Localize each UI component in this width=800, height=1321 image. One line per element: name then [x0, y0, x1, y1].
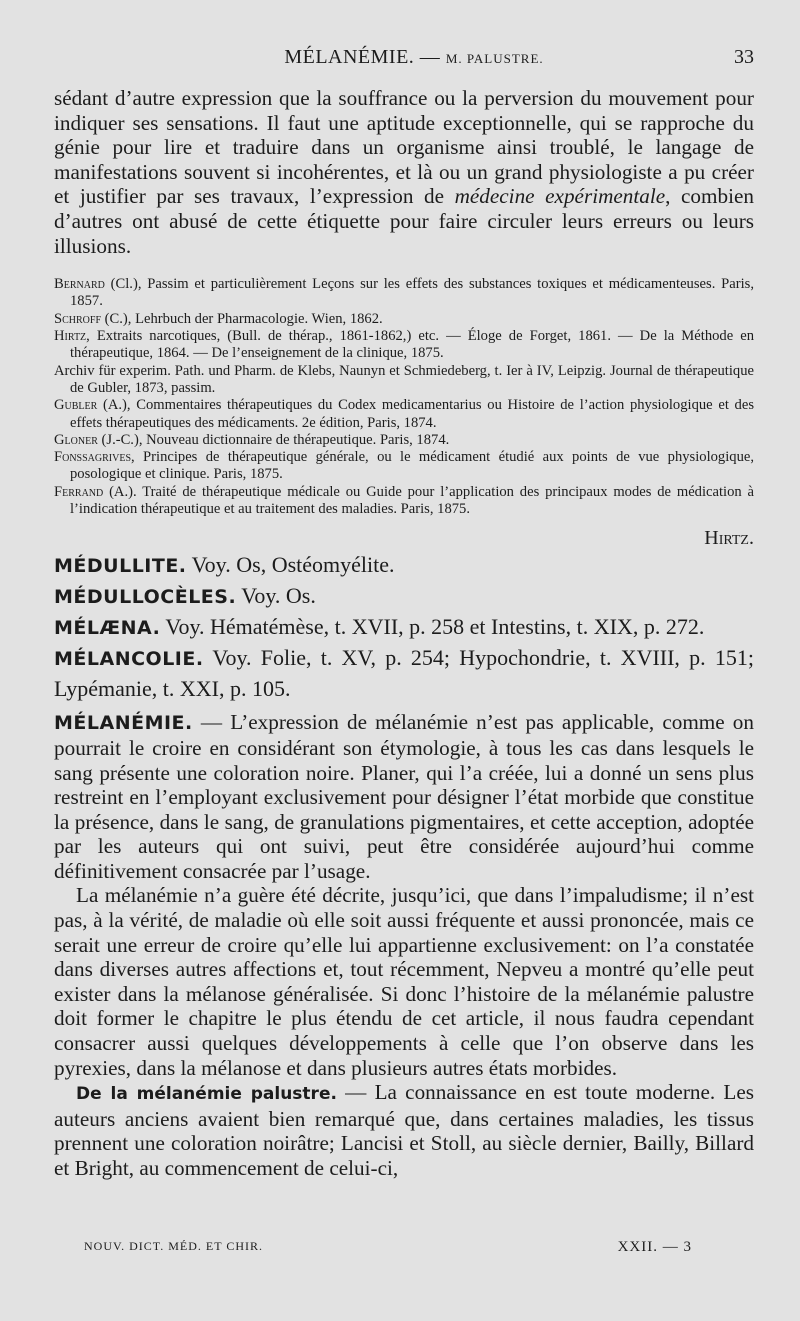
cross-reference-text: Voy. Os.	[236, 583, 316, 609]
article-headword: MÉLANÉMIE.	[54, 712, 193, 735]
bibliography-author: Gubler	[54, 397, 98, 414]
bibliography-entry	[54, 328, 754, 363]
bibliography-entry	[54, 363, 754, 398]
running-header	[54, 46, 754, 86]
cross-reference-text: Voy. Hématémèse, t. XVII, p. 258 et Intestins, t. XIX, p. 272.	[160, 614, 705, 640]
bibliography-text: Commentaires thérapeutiques du Codex medicamentarius ou Histoire de l’action physiologique et des effets thérapeutiques des médicaments. 2e édition, Paris, 1874.	[70, 397, 755, 431]
cross-reference-headword: MÉDULLOCÈLES.	[54, 586, 237, 609]
cross-reference-entry	[54, 643, 754, 704]
cross-reference-text: Voy. Os, Ostéomyélite.	[186, 552, 395, 578]
cross-references	[54, 550, 754, 704]
bibliography-entry	[54, 397, 754, 432]
intro-paragraph	[54, 86, 754, 258]
bibliography-text: Nouveau dictionnaire de thérapeutique. Paris, 1874.	[146, 431, 450, 448]
bibliography	[54, 276, 754, 518]
bibliography-entry	[54, 449, 754, 484]
article-paragraph-1	[54, 710, 754, 883]
running-title	[284, 46, 543, 69]
bibliography-initials: (J.-C.),	[97, 431, 147, 448]
intro-text-before: sédant d’autre expression que la souffrance ou la perversion du mouvement pour indiquer ses sensations. Il faut une aptitude exceptionnelle, qui se rapproche du génie pour lire et traduire dans un organisme ainsi troublé, le langage de manifestations souvent si incohérentes, et là ou un grand physiologiste a pu créer et justifier par ses travaux, l’expression de	[54, 86, 754, 209]
bibliography-text: Archiv für experim. Path. und Pharm. de Klebs, Naunyn et Schmiedeberg, t. Ier à IV, Leipzig. Journal de thérapeutique de Gubler, 1873, passim.	[54, 362, 754, 396]
bibliography-text: Principes de thérapeutique générale, ou le médicament étudié aux points de vue physiologique, posologique et clinique. Paris, 1875.	[70, 449, 754, 483]
author-signature: Hirtz.	[704, 527, 754, 550]
bibliography-author: Bernard	[54, 276, 105, 293]
bibliography-initials: (A.),	[97, 397, 137, 414]
cross-reference-entry	[54, 581, 754, 612]
cross-reference-text: Voy. Folie, t. XV, p. 254; Hypochondrie, t. XVIII, p. 151; Lypémanie, t. XXI, p. 105.	[54, 645, 754, 702]
bibliography-initials: ,	[131, 449, 144, 466]
bibliography-initials: (C.),	[101, 310, 136, 327]
bibliography-initials: (Cl.),	[104, 276, 148, 293]
bibliography-entry	[54, 484, 754, 519]
cross-reference-headword: MÉLANCOLIE.	[54, 648, 204, 671]
article-para3-text: — La connaissance en est toute moderne. Les auteurs anciens avaient bien remarqué que, dans certaines maladies, les tissus prennent une coloration noirâtre; Lancisi et Stoll, au siècle dernier, Bailly, Billard et Bright, au commencement de celui-ci,	[54, 1080, 754, 1180]
bibliography-entry	[54, 311, 754, 328]
bibliography-entry	[54, 276, 754, 311]
intro-text-italic: médecine expérimentale	[454, 184, 666, 209]
bibliography-author: Hirtz	[54, 328, 87, 345]
running-title-main: MÉLANÉMIE. —	[284, 46, 446, 68]
footer-right: XXII. — 3	[617, 1239, 692, 1255]
bibliography-author: Ferrand	[54, 483, 104, 500]
page-number: 33	[734, 46, 754, 68]
bibliography-initials: (A.).	[103, 483, 143, 500]
section-subheading: De la mélanémie palustre.	[76, 1084, 337, 1105]
cross-reference-headword: MÉDULLITE.	[54, 555, 187, 578]
bibliography-entry	[54, 432, 754, 449]
cross-reference-entry	[54, 612, 754, 643]
bibliography-author: Schroff	[54, 310, 102, 327]
bibliography-initials: ,	[86, 328, 97, 345]
bibliography-author: Fonssagrives	[54, 449, 132, 466]
bibliography-text: Extraits narcotiques, (Bull. de thérap., 1861-1862,) etc. — Éloge de Forget, 1861. — De la Méthode en thérapeutique, 1864. — De l’enseignement de la clinique, 1875.	[70, 328, 755, 362]
footer-left: NOUV. DICT. MÉD. ET CHIR.	[84, 1239, 264, 1253]
article-paragraph-3	[54, 1080, 754, 1180]
running-title-sub: M. PALUSTRE.	[445, 51, 544, 66]
article-para1-text: — L’expression de mélanémie n’est pas applicable, comme on pourrait le croire en considérant son étymologie, à tous les cas dans lesquels le sang présente une coloration noire. Planer, qui l’a créée, lui a donné un sens plus restreint en l’employant exclusivement pour désigner l’état morbide que constitue la présence, dans le sang, de granulations pigmentaires, et cette acception, adoptée par les auteurs qui ont suivi, peut être considérée aujourd’hui comme définitivement consacrée par l’usage.	[54, 710, 754, 883]
bibliography-text: Traité de thérapeutique médicale ou Guide pour l’application des principaux modes de médication à l’indication thérapeutique et au traitement des maladies. Paris, 1875.	[70, 483, 755, 518]
bibliography-text: Lehrbuch der Pharmacologie. Wien, 1862.	[135, 310, 383, 327]
cross-reference-headword: MÉLÆNA.	[54, 617, 161, 640]
article-melanemie	[54, 710, 754, 1180]
cross-reference-entry	[54, 550, 754, 581]
bibliography-text: Passim et particulièrement Leçons sur les effets des substances toxiques et médicamenteuses. Paris, 1857.	[70, 276, 754, 310]
page-footer	[84, 1239, 692, 1256]
bibliography-author: Gloner	[54, 431, 98, 448]
intro-text-after: , combien d’autres ont abusé de cette étiquette pour faire circuler leurs erreurs ou leurs illusions.	[54, 184, 754, 258]
article-paragraph-2: La mélanémie n’a guère été décrite, jusqu’ici, que dans l’impaludisme; il n’est pas, à la vérité, de maladie où elle soit aussi fréquente et aussi prononcée, mais ce serait une erreur de croire qu’elle lui appartienne exclusivement: on l’a constatée dans diverses autres affections et, tout récemment, Nepveu a montré qu’elle peut exister dans la mélanose généralisée. Si donc l’histoire de la mélanémie palustre doit former le chapitre le plus étendu de cet article, il nous faudra cependant consacrer aussi quelques développements à celle que l’on observe dans les pyrexies, dans la mélanose et dans plusieurs autres états morbides.	[54, 883, 754, 1080]
